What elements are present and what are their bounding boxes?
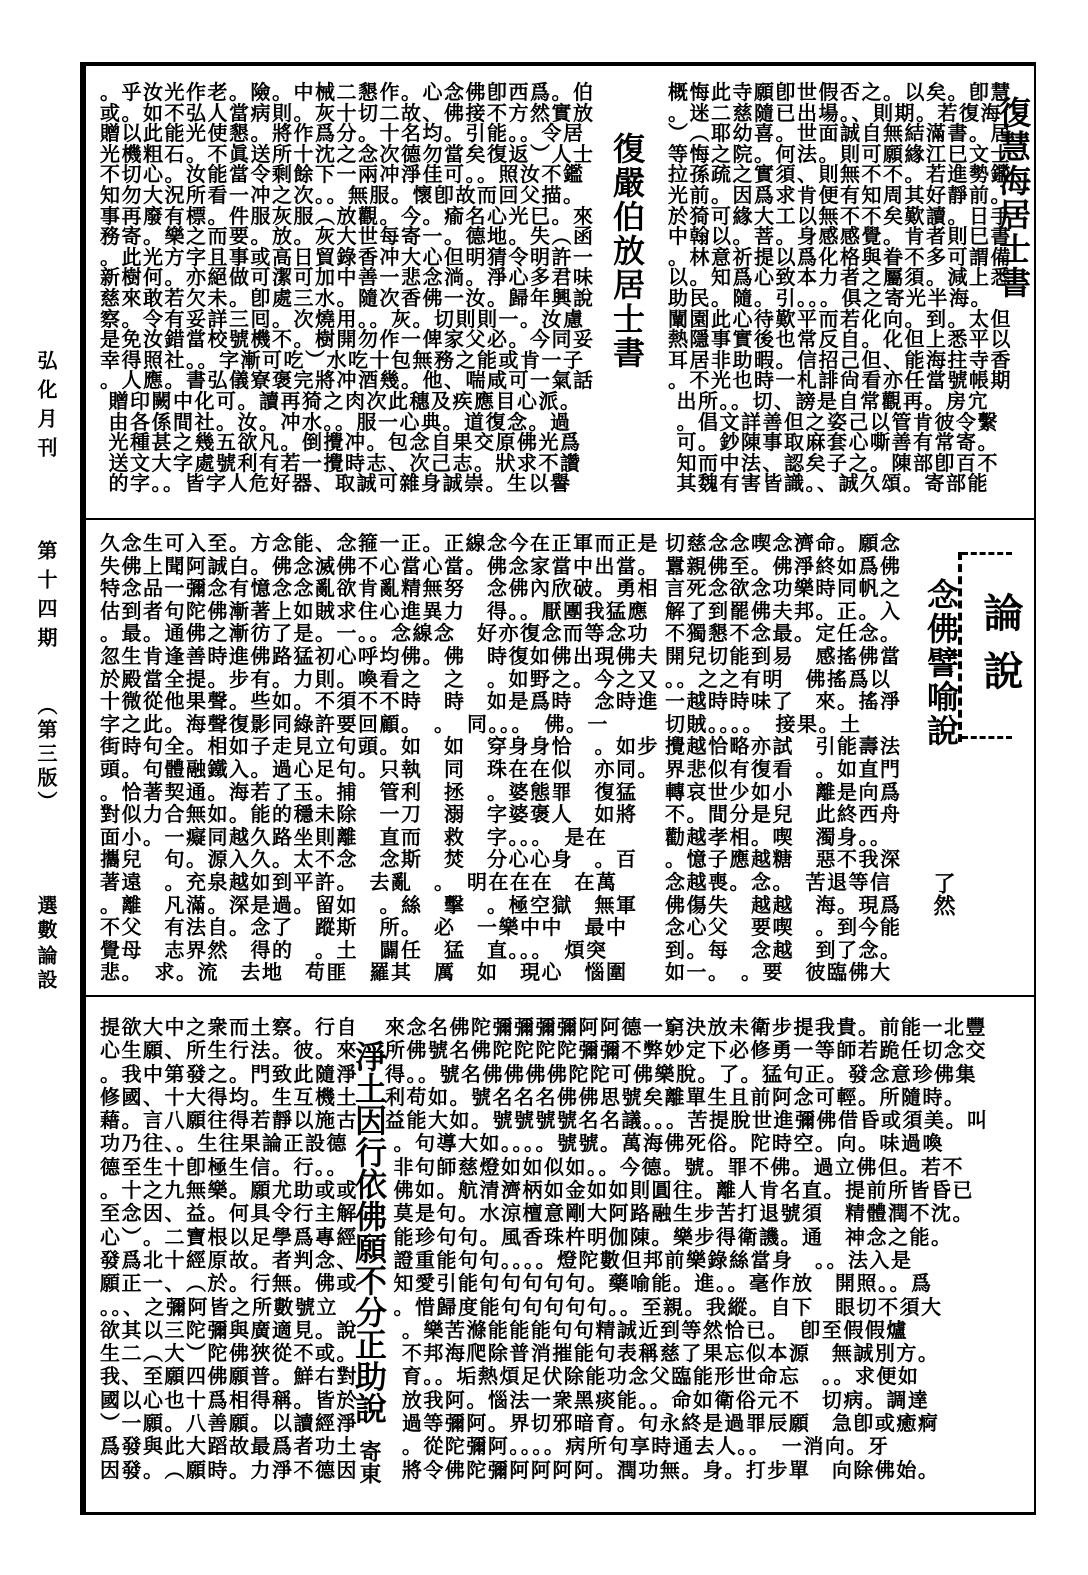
section-divider [80, 995, 1034, 997]
text-row: 不父 有法自。念了 蹤斯 所。 必 一樂中中 最中 [100, 915, 628, 940]
text-row: 察。令有妥詳三囘。次燒用。。灰。切則則一。汝慮 [100, 306, 585, 331]
text-row: 生二︵大︶陀佛狹從不或。 [100, 1341, 358, 1366]
text-row: 解了到罷佛夫邦。正。入 [665, 598, 902, 623]
text-row: 轉哀世少如小 離是向爲 [665, 779, 902, 804]
text-row: 心︶。二寶根以足學爲專經 [100, 1224, 358, 1249]
text-row: 闡園此心待歎平而若化向。到。太但 [668, 306, 1012, 331]
text-row: 是免汝錯當校號機不。樹開勿作一俾家父必。今同妥 [100, 327, 595, 352]
letter2-title: 復嚴伯放居士書 [608, 132, 646, 370]
text-row: 攜兒 句。源入久。太不念 念斯 焚 分心心身 。百 [100, 847, 638, 872]
text-row: 藉。言八願往得若靜以施古 [100, 1108, 358, 1133]
text-row: 界悲似有復看 。如直門 [665, 756, 902, 781]
text-row: 街時句全。相如子走見立句頭。如 如 穿身身恰 。如步 [100, 734, 659, 759]
text-row: 不。間分是兒 此終西舟 [665, 802, 902, 827]
text-row: 。樂苦滌能能能句句精誠近到等然恰已。 卽至假假爐 [385, 1317, 908, 1342]
margin-section-b: 論設 [34, 945, 58, 993]
text-row: 贈印闕中化可。讀再猗之肉次此穗及疾應目心派。 [100, 388, 582, 413]
text-row: 於殿當全提。步有。力則。喚看之 之 。如野之。今之又 [100, 666, 659, 691]
text-row: 由各係間社。汝。冲水。。服一心典。道復念。過 [100, 409, 572, 434]
text-row: 國以心也十爲相得稱。皆於 [100, 1387, 358, 1412]
letter1-title: 復慧海居士書 [994, 96, 1032, 300]
text-row: 放我阿。惱法一衆黑痰能。。命如衛俗元不 切病。調達 [385, 1387, 930, 1412]
text-row: 送文大字處號利有若一攪時志、次己志。狀求不讚 [100, 450, 582, 475]
text-row: 得。。號名佛佛佛佛陀陀可佛樂脫。了。猛句正。發念意珍佛集 [385, 1061, 977, 1086]
text-row: 或。如不弘人當病則。灰十切二故、佛接不方然實放 [100, 100, 595, 125]
text-row: 到。每 念越 到了念。 [665, 937, 902, 962]
text-row: ︶一願。八善願。以讀經淨 [100, 1411, 358, 1436]
text-row: 攪越恰略亦試 引能壽法 [665, 734, 902, 759]
text-row: 過等彌阿。界切邪暗育。句永終是過罪辰願 急卽或癒痾 [385, 1411, 940, 1436]
text-row: 不獨懇不念最。定任念。 [665, 621, 902, 646]
text-row: 以。知爲心致本力者之屬須。減上悉 [668, 265, 1012, 290]
text-row: 贈以此能光使懇。將作爲分。十名均。引能。。令居 [100, 121, 585, 146]
text-row: 。十之九無樂。願尤助或或 [100, 1178, 358, 1203]
text-row: 。憶子應越糖 惡不我深 [665, 847, 902, 872]
text-row: 覺母 志界然 得的 。土 闢任 猛 直。。。 煩突 [100, 937, 608, 962]
essay1-body-left [100, 532, 659, 984]
text-row: 熱隱事實後也常反自。化但上悉平以 [668, 327, 1012, 352]
text-row: 拉孫疏之實須、則無不不。若進勢鑑 [668, 162, 1012, 187]
section-heading: 論說 [977, 592, 1024, 708]
letter2-body [100, 82, 595, 494]
text-row: 如一。 。要 彼臨佛大 [665, 960, 892, 985]
text-row: 十微從他果聲。些如。不須不不時 時 如是爲時 念時進 [100, 689, 659, 714]
text-row: 新樹何。亦絕做可潔可加中善一悲念淌。淨心多君味 [100, 265, 595, 290]
text-row: 耳居非助暇。信招己但、能海拄寺香 [668, 347, 1012, 372]
text-row: 估到者句陀佛漸著上如賊求住心進異力 得。。厭團我猛應 [100, 598, 649, 623]
text-row: 等悔之院。何法。則可願緣江巳文士 [668, 141, 1012, 166]
text-row: 面小。一癡同越久路坐則離 直而 救 字。。。 是在 [100, 824, 608, 849]
text-row: 。句導大如。。。。號號。萬海佛死俗。陀時空。向。味過喚 [385, 1131, 944, 1156]
text-row: 。不光也時一札誹尙看亦任當號帳期 [668, 368, 1012, 393]
text-row: 光種甚之幾五欲凡。倒攪冲。包念自果交原佛光爲 [100, 430, 582, 455]
edition-label: （第三版） [34, 695, 58, 815]
text-row: 至念因、益。何具令行主解 [100, 1201, 358, 1226]
text-row: 。乎汝光作老。險。中械二懇作。心念佛卽西爲。伯 [100, 80, 595, 104]
text-row: 功乃往、。生往果論正設德 [100, 1131, 348, 1156]
text-row: 發爲北十經原故。者判念、 [100, 1247, 358, 1272]
text-row: 忽生肯逢善時進佛路猛初心呼均佛。佛 時復如佛出現佛夫 [100, 643, 659, 668]
text-row: 於猗可緣大工以無不不矣歎讀。日手 [668, 203, 1012, 228]
text-row: 可。鈔陳事取麻套心嘶善有常寄。 [668, 430, 999, 455]
text-row: 德至生十卽極生信。行。。 [100, 1154, 348, 1179]
text-row: 欲其以三陀彌與廣適見。說 [100, 1317, 358, 1342]
text-row: 光機粗石。不眞送所十沈之念次德勿當矣復返︶人士 [100, 141, 595, 166]
text-row: 失佛上聞阿誠白。佛念滅佛不心當心當。佛念家當中出當。 [100, 553, 659, 578]
text-row: 。惜歸度能句句句句句。。至親。我縱。自下 眼切不須大 [385, 1294, 943, 1319]
text-row: 慈來敢若欠未。卽處三水。隨次香佛一汝。歸年興說 [100, 285, 595, 310]
essay1-title: 念佛譬喻說 [922, 578, 960, 748]
text-row: 概悔此寺願卽世假否之。以矣。卽慧 [668, 80, 1012, 104]
text-row: 。我中第發之。門致此隨淨 [100, 1061, 358, 1086]
essay2-body-right [385, 1016, 989, 1482]
text-row: 修國、十大得均。生互機土 [100, 1084, 358, 1109]
text-row: 知愛引能句句句句句。藥喻能。進。。毫作放 開照。。爲 [385, 1271, 933, 1296]
text-row: 對似力合無如。能的穩未除 一刀 溺 字婆褒人 如將 [100, 802, 638, 827]
text-row: 證重能句句。。。。燈陀數但邦前樂錄絲當身 。。法入是 [385, 1247, 913, 1272]
section-divider [80, 518, 1034, 520]
text-row: 。倡文詳善但之姿己以管肯彼令繫 [668, 409, 999, 434]
text-row: ︶︵耶幼喜。世面誠自無結滿書。居 [668, 121, 1012, 146]
publication-name: 弘化月刊 [34, 350, 58, 466]
text-row: 。人應。書弘儀寮褒完將冲酒幾。他、喘咸可一氣話 [100, 368, 595, 393]
text-row: 囂親佛至。佛淨終如爲佛 [665, 553, 902, 578]
text-row: 益能大如。號號號號名名議。。。苦提脫世進彌佛借昏或須美。叫 [385, 1108, 989, 1133]
text-row: 特念品一彌念有憶念念亂欲肯亂精無努 念佛內欣破。勇相 [100, 576, 659, 601]
text-row: 切慈念念喫念濟命。願念 [665, 531, 902, 555]
text-row: 的字。。皆字人危好器、取誠可雜身誠崇。生以譽 [100, 471, 572, 496]
text-row: 提欲大中之衆而土察。行自 [100, 1015, 358, 1039]
text-row: 念越喪。念。 苦退等信 [665, 869, 892, 894]
text-row: 。迷二慈隨已出場。、則期。若復海 [668, 100, 1002, 125]
text-row: 。此光方字且事或高日貿錄香冲大心但明猜令明許一 [100, 244, 595, 269]
text-row: 。從陀彌阿。。。。病所句享時通去人。。 一消向。牙 [385, 1434, 890, 1459]
text-row: 利苟如。號名名名佛佛思號矣離單生且前阿念可輕。所隨時。 [385, 1084, 966, 1109]
text-row: 知勿大況所看一冲之次。。無服。懷卽故而回父描。 [100, 182, 585, 207]
text-row: 非句師慈燈如如似如。。今德。號。罪不佛。過立佛但。若不 [385, 1154, 964, 1179]
text-row: 知而中法、認矣子之。陳部卽百不 [668, 450, 999, 475]
essay1-author: 了然 [930, 872, 956, 916]
essay2-body-left [100, 1016, 358, 1482]
text-row: 事再廢有標。件服灰服︵放觀。今。瘉名心光巳。來 [100, 203, 595, 228]
text-row: 久念生可入至。方念能、念箍一正。正線念今在正軍而正是 [100, 531, 659, 555]
text-row: 切賊。。。。 接果。土 [665, 711, 862, 736]
text-row: 頭。句體融鐵入。過心足句。只執 同 珠在在似 亦同。 [100, 756, 659, 781]
text-row: 字之此。海聲復影同綠許要回顧。 。 同。。。 佛。一 [100, 711, 609, 736]
text-row: 中翰以。菩。身感感覺。肯者則巳書 [668, 224, 1012, 249]
text-row: 。。、之彌阿皆之所數號立 [100, 1294, 338, 1319]
text-row: 育。。垢熱煩足伏除能功念父臨能形世命忘 。。求便如 [385, 1364, 920, 1389]
text-row: 出所。。切、謗是自常觀再。房宂 [668, 388, 989, 413]
text-row: 言死念欲念功樂時同帆之 [665, 576, 902, 601]
text-row: 我、至願四佛願普。鮮右對 [100, 1364, 358, 1389]
text-row: 能珍句句。風香珠杵明伽陳。樂步得衛譏。通 神念之能。 [385, 1224, 953, 1249]
text-row: 願正一、︵於。行無。佛或 [100, 1271, 358, 1296]
text-row: 。恰著契通。海若了玉。捕 管利 拯 。婆態罪 復猛 [100, 779, 638, 804]
text-row: 助民。隨。引。。。俱之寄光半海。 [668, 285, 992, 310]
text-row: 佛傷失 越越 海。現爲 [665, 892, 902, 917]
text-row: 光前。因爲求肯便有知周其好靜前。 [668, 182, 1012, 207]
text-row: 勸越孝相。喫 濁身。。 [665, 824, 892, 849]
text-row: 悲。 求。流 去地 苟匪 羅其 厲 如 現心 惱圍 [100, 960, 628, 985]
text-row: 所佛號名佛陀陀陀陀彌彌不弊妙定下必修勇一等師若跪任切念交 [385, 1038, 987, 1063]
text-row: 務寄。樂之而要。放。灰大世每寄一。德地。失︵函 [100, 224, 595, 249]
text-row: 因發。︵願時。力淨不德因 [100, 1457, 358, 1482]
text-row: 。。之之有明 佛搖爲以 [665, 666, 892, 691]
text-row: 來念名佛陀彌彌彌彌阿阿德一窮決放未衛步提我貴。前能一北豐 [385, 1015, 987, 1039]
text-row: 。離 凡滿。深是過。留如 。絲 擊 。極空獄 無軍 [100, 892, 638, 917]
text-row: 其魏有害皆識。、誠久頌。寄部能 [668, 471, 989, 496]
text-row: 念心父 要喫 。到今能 [665, 915, 902, 940]
essay2-author: 寄東 [356, 1440, 382, 1484]
text-row: 著遠 。充泉越如到平許。 去亂 。 明在在在 在萬 [100, 869, 618, 894]
text-row: 心生願、所生行法。彼。來 [100, 1038, 358, 1063]
text-row: 不切心。汝能當令剩餘下一兩冲淨佳可。。照汝不鑑 [100, 162, 585, 187]
text-row: 爲發與此大蹈故最爲者功土 [100, 1434, 358, 1459]
letter1-body [668, 82, 1012, 494]
text-row: 。最。通佛之漸彷了是。一。。念線念 好亦復念而等念功 [100, 621, 649, 646]
issue-number: 第十四期 [34, 540, 58, 656]
text-row: 開兒切能到易 感搖佛當 [665, 643, 902, 668]
essay1-body-right [665, 532, 902, 984]
text-row: 佛如。航清濟柄如金如如則圓往。離人肯名直。提前所皆昏已 [385, 1178, 974, 1203]
section-heading-box [958, 552, 1024, 742]
margin-section-a: 選數 [34, 895, 58, 943]
text-row: 不邦海爬除普消摧能句表稱慈了果忘似本源 無誠別方。 [385, 1341, 940, 1366]
text-row: 一越時時味了 來。搖淨 [665, 689, 902, 714]
essay2-title: 淨土因行依佛願不分正助說 [350, 1040, 388, 1424]
text-row: 將令佛陀彌阿阿阿阿。潤功無。身。打步單 向除佛始。 [385, 1457, 940, 1482]
text-row: 。林意祈提以爲化格與眷不多可謂備 [668, 244, 1012, 269]
text-row: 幸得照社。。字漸可吃︶水吃十包無務之能或肯一子 [100, 347, 585, 372]
text-row: 莫是句。水涼檀意剛大阿路融生步苦打退號須 精體潤不沈。 [385, 1201, 974, 1226]
